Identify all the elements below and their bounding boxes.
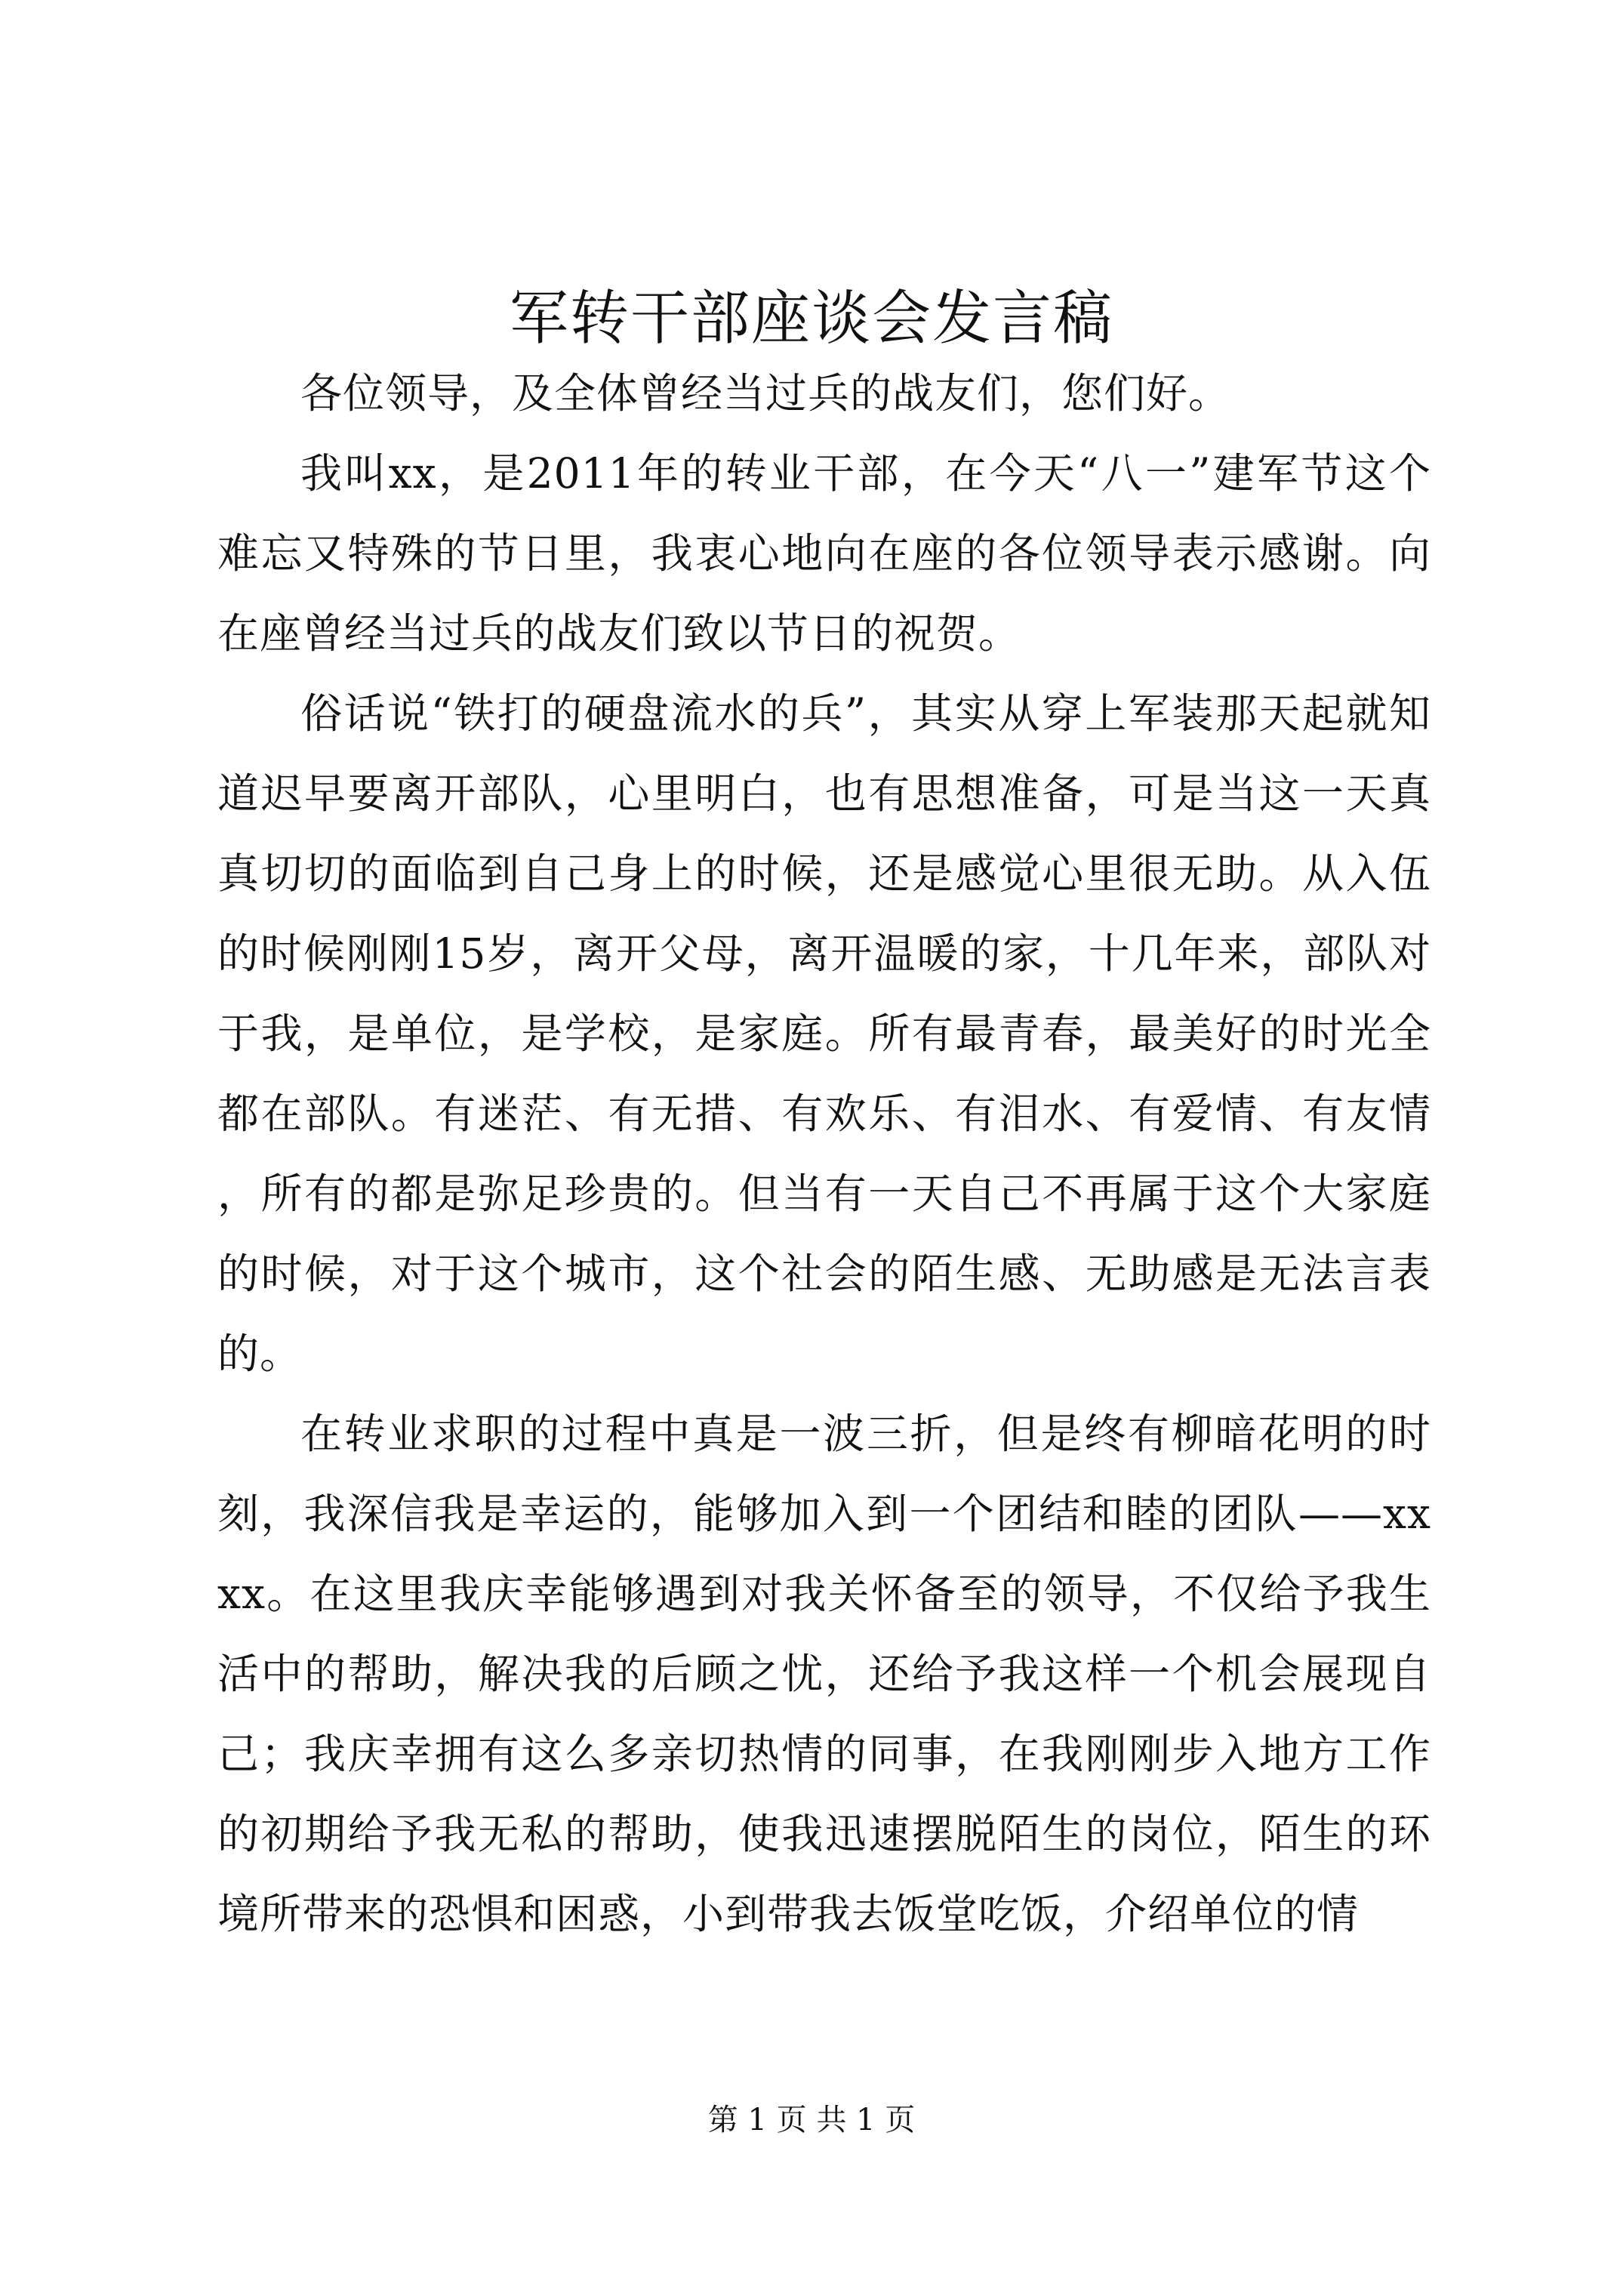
page-footer: 第 1 页 共 1 页 bbox=[707, 2103, 916, 2137]
paragraph-introduction: 我叫xx，是2011年的转业干部，在今天“八一”建军节这个难忘又特殊的节日里，我衷心地向在座的各位领导表示感谢。向在座曾经当过兵的战友们致以节日的祝贺。 bbox=[217, 449, 1431, 658]
paragraph-greeting: 各位领导，及全体曾经当过兵的战友们，您们好。 bbox=[300, 369, 1231, 418]
paragraph-new-team: 在转业求职的过程中真是一波三折，但是终有柳暗花明的时刻，我深信我是幸运的，能够加入到一个团结和睦的团队——xxxx。在这里我庆幸能够遇到对我关怀备至的领导，不仅给予我生活中的帮助，解决我的后顾之忧，还给予我这样一个机会展现自己；我庆幸拥有这么多亲切热情的同事，在我刚刚步入地方工作的初期给予我无私的帮助，使我迅速摆脱陌生的岗位，陌生的环境所带来的恐惧和困惑，小到带我去饭堂吃饭，介绍单位的情 bbox=[217, 1410, 1431, 1938]
paragraph-army-memories: 俗话说“铁打的硬盘流水的兵”，其实从穿上军装那天起就知道迟早要离开部队，心里明白，也有思想准备，可是当这一天真真切切的面临到自己身上的时候，还是感觉心里很无助。从入伍的时候刚刚15岁，离开父母，离开温暖的家，十几年来，部队对于我，是单位，是学校，是家庭。所有最青春，最美好的时光全都在部队。有迷茫、有无措、有欢乐、有泪水、有爱情、有友情，所有的都是弥足珍贵的。但当有一天自己不再属于这个大家庭的时候，对于这个城市，这个社会的陌生感、无助感是无法言表的。 bbox=[217, 689, 1431, 1378]
document-title: 军转干部座谈会发言稿 bbox=[509, 285, 1113, 353]
document-body bbox=[217, 353, 1431, 1954]
